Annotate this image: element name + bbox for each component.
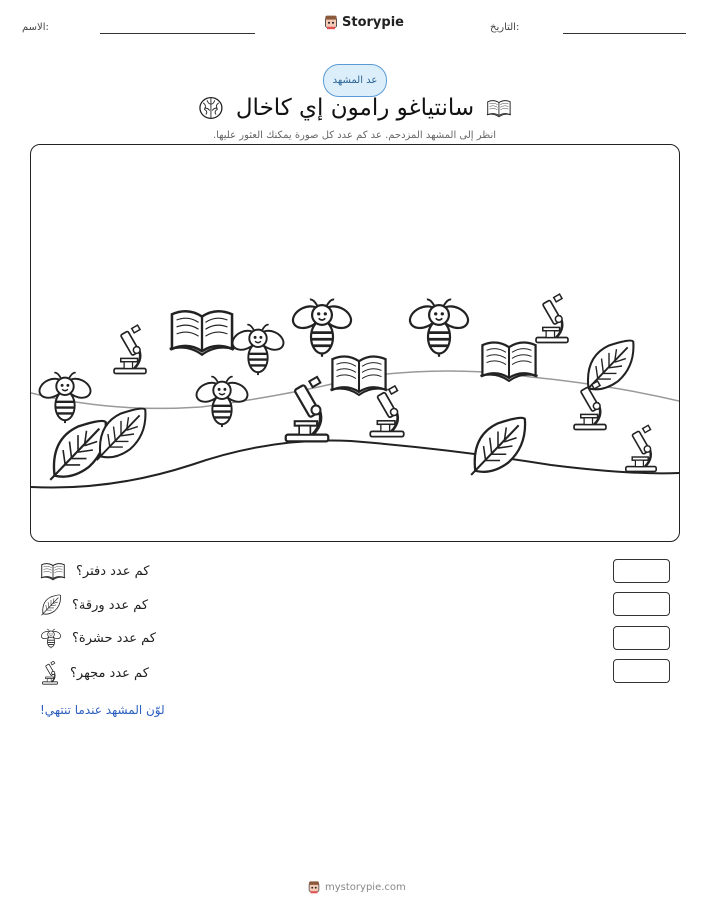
storypie-mascot-icon [307,880,321,894]
question-row [40,661,149,685]
date-line[interactable] [563,33,686,34]
date-label: التاريخ: [490,22,520,33]
brand-logo [323,14,404,30]
question-text: كم عدد ورقة؟ [72,597,149,613]
book-icon [486,97,512,119]
answer-box[interactable] [613,559,670,583]
footer [307,880,406,894]
page-title: سانتياغو رامون إي كاخال [235,95,475,121]
question-text: كم عدد مجهر؟ [70,665,149,681]
color-prompt: لوّن المشهد عندما تنتهي! [40,703,165,717]
footer-url[interactable]: mystorypie.com [325,881,406,893]
instructions: انظر إلى المشهد المزدحم. عد كم عدد كل صورة يمكنك العثور عليها. [212,130,497,141]
storypie-mascot-icon [323,14,339,30]
microscope-icon [40,661,60,685]
name-line[interactable] [100,33,255,34]
brand-name: Storypie [342,14,404,30]
answer-box[interactable] [613,626,670,650]
scene-frame [30,144,680,542]
bee-icon [40,627,62,649]
brain-icon [198,94,224,122]
leaf-icon [40,594,62,616]
name-label: الاسم: [22,22,49,33]
question-row [40,561,149,581]
answer-box[interactable] [613,659,670,683]
question-row [40,594,148,616]
question-text: كم عدد حشرة؟ [72,630,156,646]
question-row [40,627,156,649]
title-row [198,91,512,125]
answer-box[interactable] [613,592,670,616]
activity-badge: عد المشهد [323,64,387,97]
scene-illustration [31,145,679,541]
book-icon [40,561,66,581]
question-text: كم عدد دفتر؟ [76,563,150,579]
